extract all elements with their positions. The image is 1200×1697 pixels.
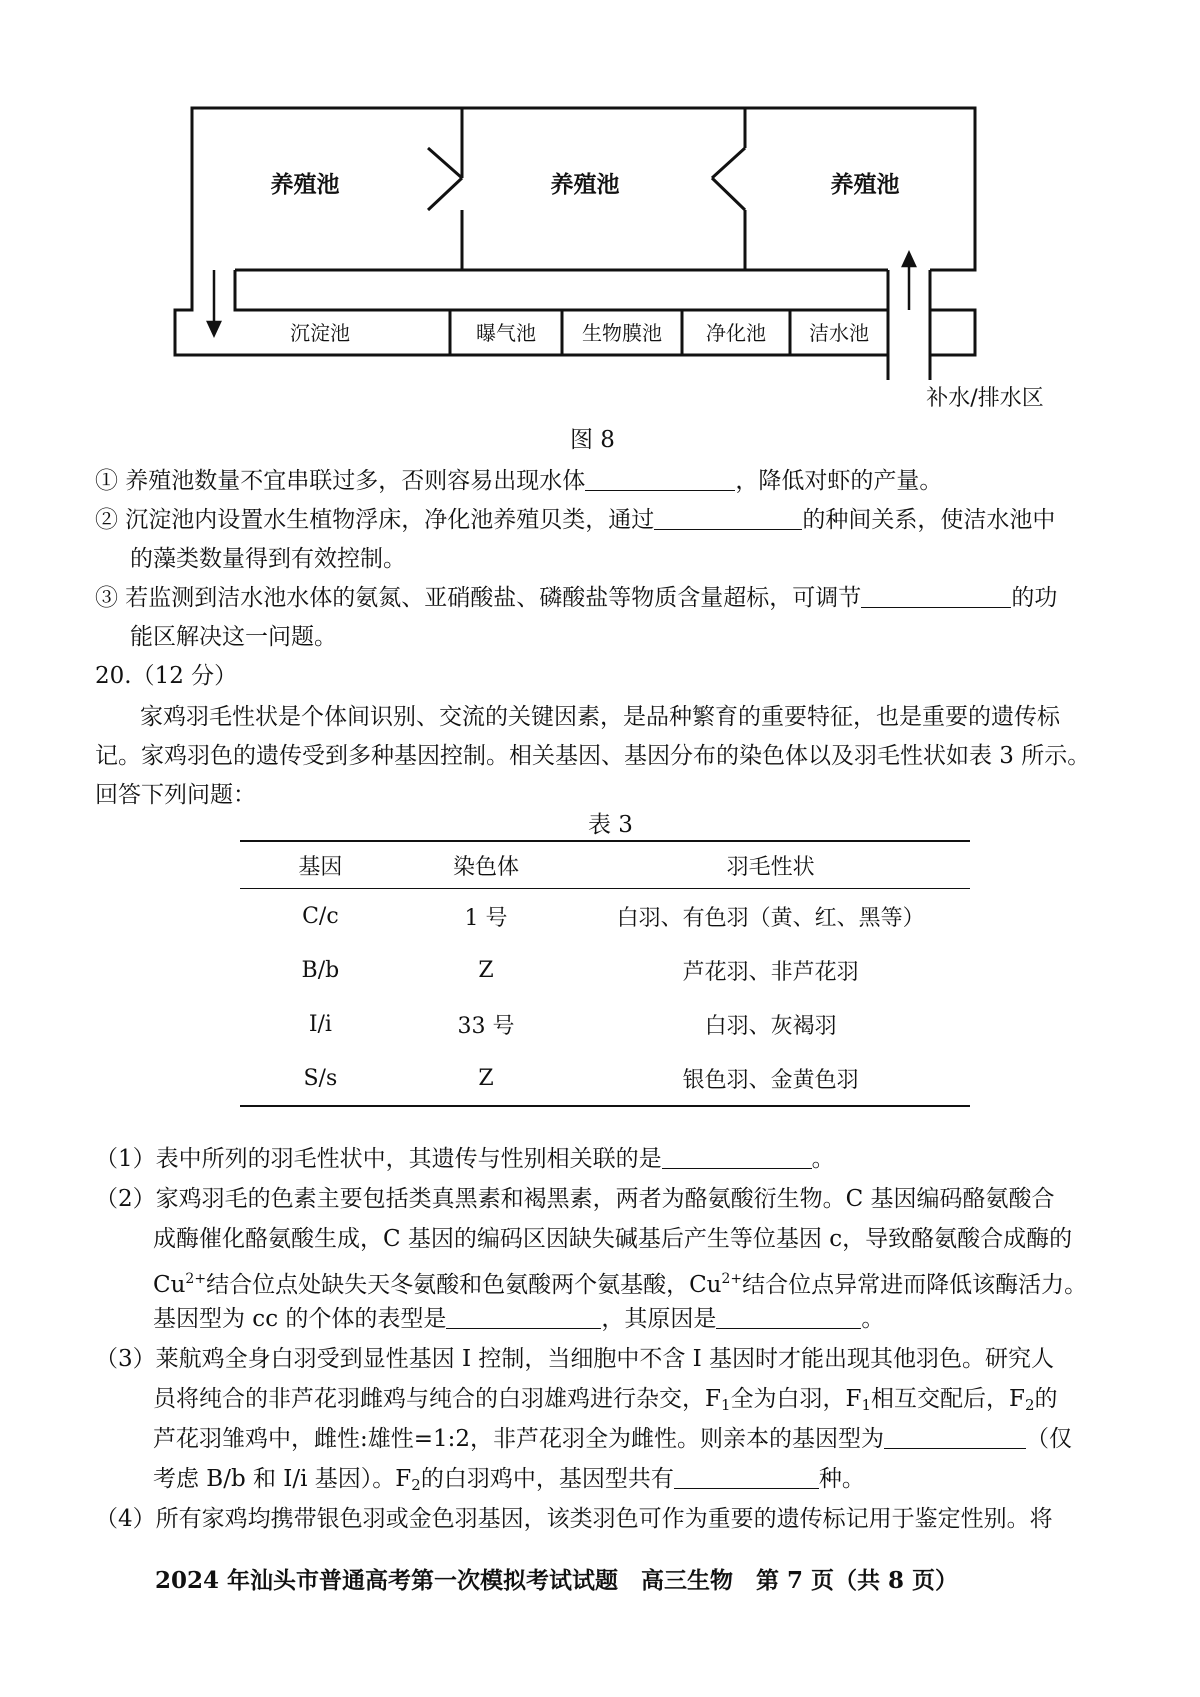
cell-gene: S/s — [303, 1065, 338, 1091]
cell-trait: 芦花羽、非芦花羽 — [682, 959, 859, 985]
page-footer: 2024 年汕头市普通高考第一次模拟考试试题 高三生物 第 7 页（共 8 页） — [155, 1567, 959, 1594]
q20-intro-line-2: 记。家鸡羽色的遗传受到多种基因控制。相关基因、基因分布的染色体以及羽毛性状如表 3 所示。 — [95, 743, 1091, 769]
q20-part-2-line-2: 成酶催化酪氨酸生成，C 基因的编码区因缺失碱基后产生等位基因 c，导致酪氨酸合成酶的 — [153, 1226, 1073, 1252]
sediment-pond-label: 沉淀池 — [290, 321, 350, 345]
q20-part-3-line-1: （3）莱航鸡全身白羽受到显性基因 I 控制，当细胞中不含 I 基因时才能出现其他羽色。研究人 — [95, 1346, 1055, 1372]
q20-part-4-line-1: （4）所有家鸡均携带银色羽或金色羽基因，该类羽色可作为重要的遗传标记用于鉴定性别。将 — [95, 1506, 1053, 1532]
figure-caption: 图 8 — [570, 427, 615, 453]
q20-part-2-line-1: （2）家鸡羽毛的色素主要包括类真黑素和褐黑素，两者为酪氨酸衍生物。C 基因编码酪氨酸合 — [95, 1186, 1055, 1212]
q19-item-2-cont: 的藻类数量得到有效控制。 — [130, 546, 406, 572]
q19-item-2: ② 沉淀池内设置水生植物浮床，净化池养殖贝类，通过 的种间关系，使洁水池中 — [95, 507, 1056, 533]
q20-intro-line-1: 家鸡羽毛性状是个体间识别、交流的关键因素，是品种繁育的重要特征，也是重要的遗传标 — [140, 704, 1060, 730]
q19-item-1: ① 养殖池数量不宜串联过多，否则容易出现水体 ，降低对虾的产量。 — [95, 468, 943, 494]
cell-chromosome: Z — [478, 1065, 494, 1091]
header-gene: 基因 — [240, 841, 401, 889]
table-header-row — [240, 841, 970, 889]
q20-intro-line-3: 回答下列问题： — [95, 782, 256, 808]
table-caption: 表 3 — [588, 812, 633, 838]
cell-trait: 银色羽、金黄色羽 — [682, 1067, 859, 1093]
pond-label-2: 养殖池 — [550, 172, 620, 198]
supply-drain-label: 补水/排水区 — [926, 386, 1044, 410]
clean-water-pond-label: 洁水池 — [809, 321, 869, 345]
q20-part-3-line-2: 员将纯合的非芦花羽雌鸡与纯合的白羽雄鸡进行杂交，$F_1$全为白羽，$F_1$相互交配后，$F_2$的 — [153, 1386, 1058, 1414]
q19-item-3: ③ 若监测到洁水池水体的氨氮、亚硝酸盐、磷酸盐等物质含量超标，可调节 的功 — [95, 585, 1058, 611]
header-trait: 羽毛性状 — [571, 841, 970, 889]
answer-blank[interactable] — [884, 1426, 1026, 1449]
q20-part-2-line-3: $Cu^{2+}$结合位点处缺失天冬氨酸和色氨酸两个氨基酸，$Cu^{2+}$结合位点异常进而降低该酶活力。 — [153, 1271, 1088, 1298]
cell-gene: C/c — [302, 903, 339, 929]
answer-blank[interactable] — [861, 585, 1011, 608]
answer-blank[interactable] — [674, 1466, 819, 1489]
q20-part-3-line-4: 考虑 B/b 和 I/i 基因）。$F_2$的白羽鸡中，基因型共有 种。 — [153, 1466, 865, 1494]
cell-gene: B/b — [301, 957, 340, 983]
answer-blank[interactable] — [662, 1146, 812, 1169]
q20-part-2-line-4: 基因型为 cc 的个体的表型是 ，其原因是 。 — [153, 1306, 885, 1332]
aeration-pond-label: 曝气池 — [476, 321, 536, 345]
pond-system-diagram — [0, 0, 1200, 410]
cell-trait: 白羽、有色羽（黄、红、黑等） — [616, 905, 925, 931]
answer-blank[interactable] — [585, 468, 735, 491]
cell-chromosome: 33 号 — [457, 1013, 515, 1039]
table-row — [240, 889, 970, 944]
cell-chromosome: Z — [478, 957, 494, 983]
answer-blank[interactable] — [654, 507, 802, 530]
biofilm-pond-label: 生物膜池 — [582, 321, 662, 345]
answer-blank[interactable] — [716, 1306, 861, 1329]
table-row — [240, 1051, 970, 1106]
cell-chromosome: 1 号 — [464, 905, 508, 931]
table-row — [240, 997, 970, 1051]
purification-pond-label: 净化池 — [706, 321, 766, 345]
answer-blank[interactable] — [446, 1306, 601, 1329]
q20-part-3-line-3: 芦花羽雏鸡中，雌性:雄性=1:2，非芦花羽全为雌性。则亲本的基因型为 （仅 — [153, 1426, 1073, 1452]
q19-item-3-cont: 能区解决这一问题。 — [130, 624, 337, 650]
q20-part-1: （1）表中所列的羽毛性状中，其遗传与性别相关联的是 。 — [95, 1146, 835, 1172]
pond-label-3: 养殖池 — [830, 172, 900, 198]
pond-label-1: 养殖池 — [270, 172, 340, 198]
cell-gene: I/i — [308, 1011, 332, 1037]
table-row — [240, 943, 970, 997]
gene-table — [240, 840, 970, 1107]
header-chromosome: 染色体 — [401, 841, 572, 889]
cell-trait: 白羽、灰褐羽 — [704, 1013, 837, 1039]
q20-header: 20.（12 分） — [95, 663, 238, 689]
